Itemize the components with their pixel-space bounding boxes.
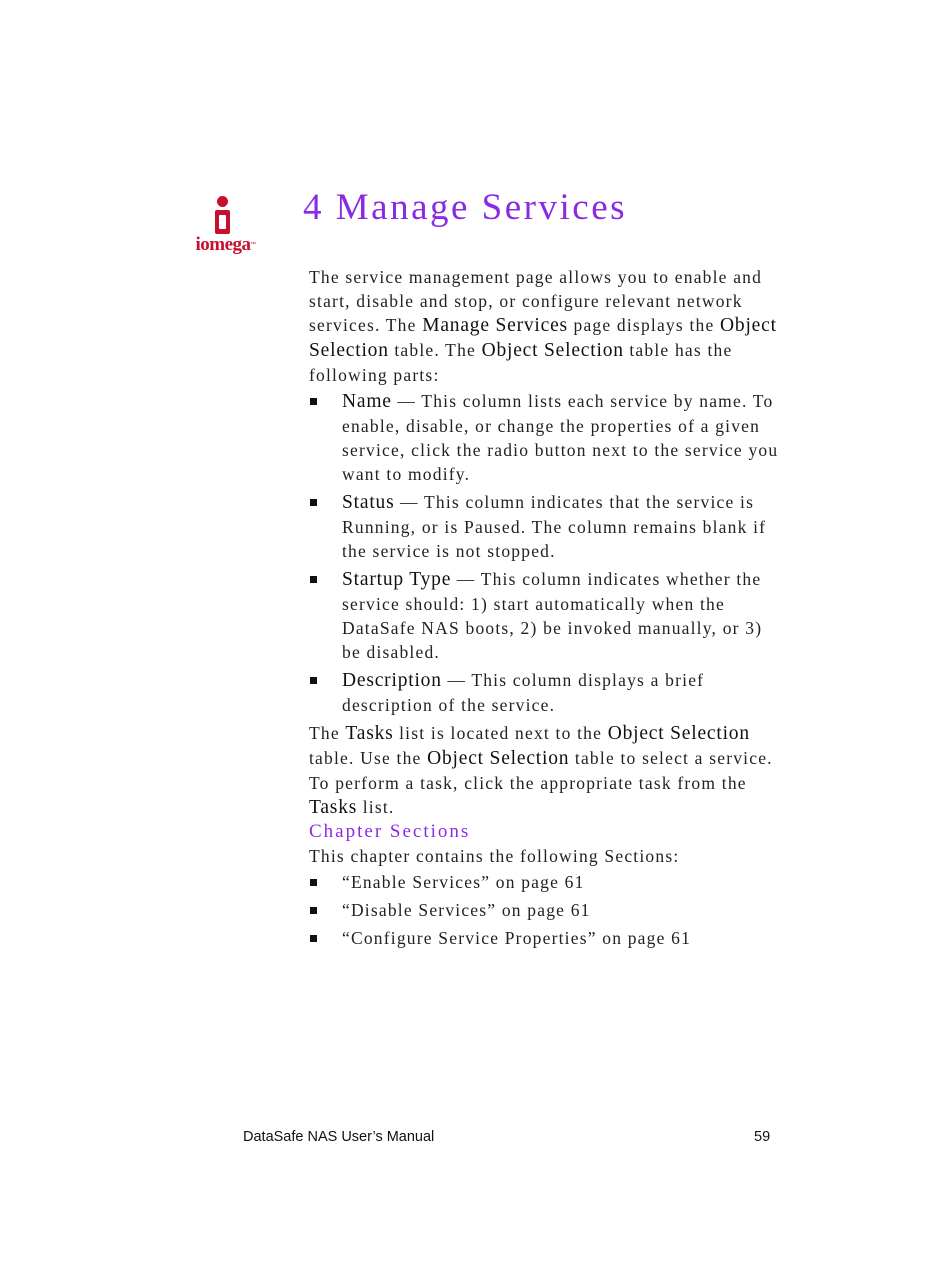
list-item bbox=[309, 389, 779, 486]
chapter-sections-heading: Chapter Sections bbox=[309, 821, 471, 842]
term-tasks: Tasks bbox=[309, 797, 358, 818]
iomega-logo: iomega ™ bbox=[190, 196, 256, 262]
bullet-icon bbox=[310, 935, 317, 942]
term-object-selection: Object Selection bbox=[309, 315, 777, 361]
term-object-selection: Object Selection bbox=[607, 723, 750, 744]
section-link[interactable]: “Enable Services” on page 61 bbox=[309, 870, 779, 894]
sections-list bbox=[309, 870, 779, 950]
bullet-icon bbox=[310, 879, 317, 886]
chapter-title: 4 Manage Services bbox=[303, 187, 628, 228]
part-term: Description bbox=[342, 670, 442, 691]
bullet-icon bbox=[310, 576, 317, 583]
bullet-icon bbox=[310, 398, 317, 405]
tasks-paragraph: The Tasks list is located next to the Object Selection table. Use the Object Selection table to select a service. To perform a task, click the appropriate task from the Tasks list. bbox=[309, 723, 773, 818]
term-manage-services: Manage Services bbox=[422, 315, 568, 336]
footer-page-number: 59 bbox=[754, 1129, 771, 1145]
section-link[interactable]: “Configure Service Properties” on page 61 bbox=[309, 926, 779, 950]
part-description: — This column lists each service by name. To enable, disable, or change the properties of a given service, click the radio button next to the service you want to modify. bbox=[342, 391, 779, 484]
part-description: — This column indicates that the service is Running, or is Paused. The column remains blank if the service is not stopped. bbox=[342, 492, 767, 561]
logo-wordmark: iomega bbox=[195, 234, 251, 255]
chapter-body bbox=[309, 265, 779, 954]
list-item bbox=[309, 567, 779, 664]
sections-intro: This chapter contains the following Sections: bbox=[309, 846, 680, 866]
list-item bbox=[309, 490, 779, 563]
part-term: Startup Type bbox=[342, 569, 452, 590]
bullet-icon bbox=[310, 499, 317, 506]
part-term: Status bbox=[342, 492, 395, 513]
term-object-selection: Object Selection bbox=[481, 340, 624, 361]
intro-paragraph: The service management page allows you to enable and start, disable and stop, or configure relevant network services. The Manage Services page displays the Object Selection table. The Object Selection table has the following parts: bbox=[309, 267, 777, 385]
section-link[interactable]: “Disable Services” on page 61 bbox=[309, 898, 779, 922]
term-object-selection: Object Selection bbox=[427, 748, 570, 769]
part-description: — This column displays a brief description of the service. bbox=[342, 670, 705, 715]
bullet-icon bbox=[310, 907, 317, 914]
part-term: Name bbox=[342, 391, 392, 412]
iomega-i-mark bbox=[213, 196, 233, 238]
part-description: — This column indicates whether the service should: 1) start automatically when the DataSafe NAS boots, 2) be invoked manually, or 3) be disabled. bbox=[342, 569, 763, 662]
bullet-icon bbox=[310, 677, 317, 684]
footer-manual-title: DataSafe NAS User’s Manual bbox=[243, 1129, 435, 1145]
list-item bbox=[309, 668, 779, 717]
term-tasks: Tasks bbox=[345, 723, 394, 744]
table-parts-list bbox=[309, 389, 779, 717]
